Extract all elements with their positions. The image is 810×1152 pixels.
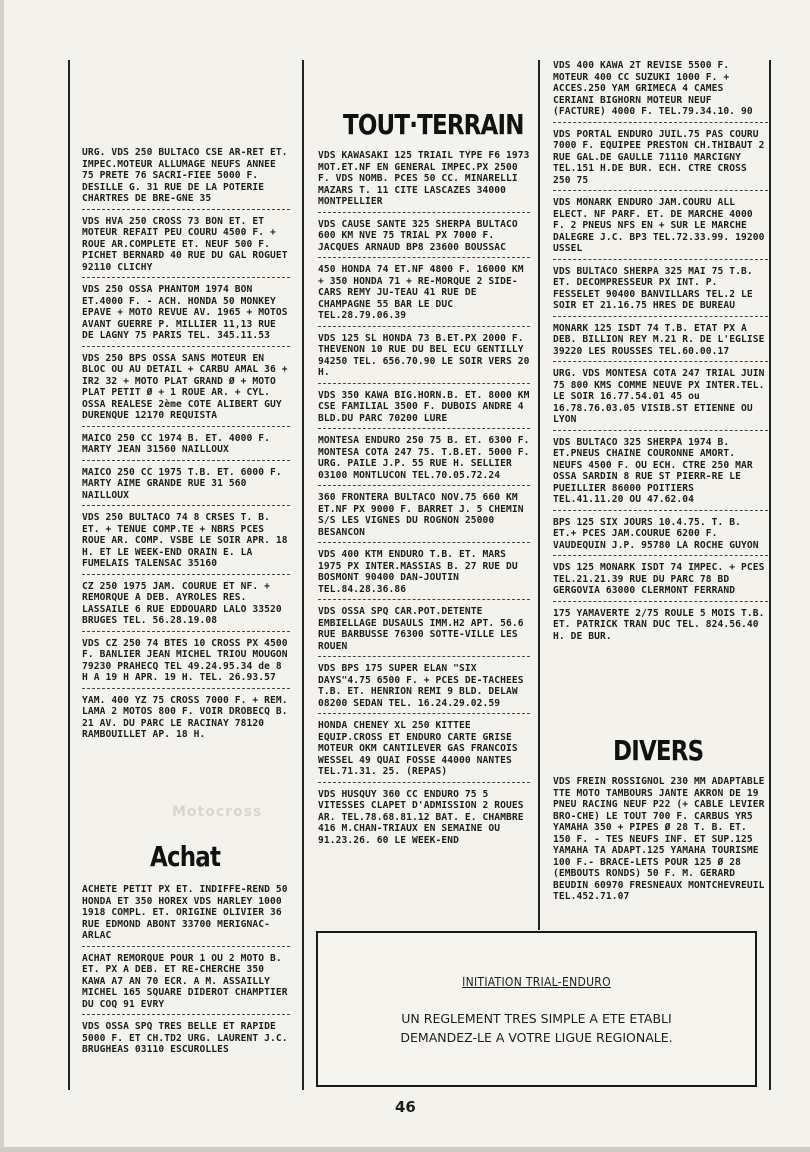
classified-ad: MONARK 125 ISDT 74 T.B. ETAT PX A DEB. BILLION REY M.21 R. DE L'EGLISE 39220 LES ROUSSES TEL.60.00.17 (553, 322, 765, 357)
classified-ad: VDS 125 MONARK ISDT 74 IMPEC. + PCES TEL.21.21.39 RUE DU PARC 78 BD GERGOVIA 63000 CLERMONT FERRAND (553, 562, 765, 596)
classified-ad: VDS CZ 250 74 BTES 10 CROSS PX 4500 F. BANLIER JEAN MICHEL TRIOU MOUGON 79230 PRAHECQ TEL 49.24.95.34 de 8 H A 19 H APR. 19 H. TEL. 26.93.57 (82, 637, 288, 683)
ad-separator (82, 1014, 290, 1015)
faded-show-through-text: Motocross (172, 804, 263, 820)
ad-separator (318, 383, 530, 384)
classified-ad: HONDA CHENEY XL 250 KITTEE EQUIP.CROSS ET ENDURO CARTE GRISE MOTEUR OKM CANTILEVER GAS FRANCOIS WESSEL 49 QUAI FOSSE 44000 NANTES TEL.71.31. 25. (REPAS) (318, 720, 518, 777)
classified-ad: VDS 400 KTM ENDURO T.B. ET. MARS 1975 PX INTER.MASSIAS B. 27 RUE DU BOSMONT 90400 DAN-JOUTIN TEL.84.28.36.86 (318, 549, 518, 595)
classified-ad: 175 YAMAVERTE 2/75 ROULE 5 MOIS T.B. ET. PATRICK TRAN DUC TEL. 824.56.40 H. DE BUR. (553, 607, 765, 642)
classified-ad: ACHAT REMORQUE POUR 1 OU 2 MOTO B. ET. PX A DEB. ET RE-CHERCHE 350 KAWA A7 AN 70 ECR. A M. ASSAILLY MICHEL 165 SQUARE DIDEROT CHAMPTIER DU COQ 91 EVRY (82, 952, 288, 1010)
ad-separator (553, 316, 768, 317)
ad-separator (318, 485, 530, 486)
classifieds-achat (82, 884, 290, 1056)
ad-separator (82, 574, 290, 575)
info-box-line: UN REGLEMENT TRES SIMPLE A ETE ETABLI (401, 1011, 672, 1026)
ad-separator (318, 599, 530, 600)
classified-ad: VDS HUSQUY 360 CC ENDURO 75 5 VITESSES CLAPET D'ADMISSION 2 ROUES AR. TEL.78.68.81.12 BAT. E. CHAMBRE 416 M.CHAN-TRIAUX EN SEMAINE OU 91.23.26. 60 LE WEEK-END (318, 788, 524, 846)
ad-separator (553, 601, 768, 602)
ad-separator (318, 713, 530, 714)
ad-separator (82, 460, 290, 461)
column-rule-left (68, 60, 70, 1090)
ad-separator (318, 326, 530, 327)
ad-separator (82, 346, 290, 347)
classified-ad: BPS 125 SIX JOURS 10.4.75. T. B. ET.+ PCES JAM.COURUE 6200 F. VAUDEQUIN J.P. 95780 LA ROCHE GUYON (553, 516, 759, 551)
classified-ad: URG. VDS MONTESA COTA 247 TRIAL JUIN 75 800 KMS COMME NEUVE PX INTER.TEL. LE SOIR 16.77.54.01 45 ou 16.78.76.03.05 VISIB.ST ETIENNE OU LYON (553, 368, 765, 425)
info-box (316, 931, 757, 1087)
classified-ad: 450 HONDA 74 ET.NF 4800 F. 16000 KM + 350 HONDA 71 + RE-MORQUE 2 SIDE-CARS REMY JU-TEAU 41 RUE DE CHAMPAGNE 55 BAR LE DUC TEL.28.79.06.39 (318, 264, 524, 321)
ad-separator (318, 542, 530, 543)
classified-ad: VDS MONARK ENDURO JAM.COURU ALL ELECT. NF PARF. ET. DE MARCHE 4000 F. 2 PNEUS NFS EN + SUR LE MARCHE DALEGRE J.C. BP3 TEL.72.33.99. 19200 USSEL (553, 197, 765, 254)
info-box-line: DEMANDEZ-LE A VOTRE LIGUE REGIONALE. (400, 1030, 673, 1045)
ad-separator (553, 122, 768, 123)
section-heading-divers: DIVERS (613, 734, 704, 767)
page-bottom-edge (0, 1147, 810, 1152)
column-rule-right (769, 60, 771, 1090)
ad-separator (553, 555, 768, 556)
classified-ad: MAICO 250 CC 1975 T.B. ET. 6000 F. MARTY AIME GRANDE RUE 31 560 NAILLOUX (82, 466, 282, 501)
ad-separator (82, 946, 290, 947)
classified-ad: VDS PORTAL ENDURO JUIL.75 PAS COURU 7000 F. EQUIPEE PRESTON CH.THIBAUT 2 RUE GAL.DE GAULLE 71110 MARCIGNY TEL.151 H.DE BUR. ECH. CTRE CROSS 250 75 (553, 128, 765, 186)
ad-separator (82, 209, 290, 210)
classified-ad: VDS 350 KAWA BIG.HORN.B. ET. 8000 KM CSE FAMILIAL 3500 F. DUBOIS ANDRE 4 BLD.DU PARC 70200 LURE (318, 389, 530, 424)
classified-ad: URG. VDS 250 BULTACO CSE AR-RET ET. IMPEC.MOTEUR ALLUMAGE NEUFS ANNEE 75 PRETE 76 SACRI-FIEE 5000 F. DESILLE G. 31 RUE DE LA POTERIE CHARTRES DE BRE-GNE 35 (82, 147, 288, 204)
ad-separator (553, 430, 768, 431)
classified-ad: VDS 250 OSSA PHANTOM 1974 BON ET.4000 F. - ACH. HONDA 50 MONKEY EPAVE + MOTO REVUE AV. 1965 + MOTOS AVANT GUERRE P. MILLIER 11,13 RUE DE LAGNY 75 PARIS TEL. 345.11.53 (82, 284, 288, 341)
classified-ad: VDS KAWASAKI 125 TRIAIL TYPE F6 1973 MOT.ET.NF EN GENERAL IMPEC.PX 2500 F. VDS NOMB. PCES 50 CC. MINARELLI MAZARS T. 11 CITE LASCAZES 34000 MONTPELLIER (318, 150, 530, 207)
column-rule-middle-right (538, 60, 540, 930)
classified-ad: VDS BULTACO 325 SHERPA 1974 B. ET.PNEUS CHAINE COURONNE AMORT. NEUFS 4500 F. OU ECH. CTRE 250 MAR OSSA SARDIN 8 RUE ST PIERR-RE LE PUEILLIER 86000 POITIERS TEL.41.11.20 OU 47.62.04 (553, 436, 753, 505)
ad-separator (318, 656, 530, 657)
classified-ad: YAM. 400 YZ 75 CROSS 7000 F. + REM. LAMA 2 MOTOS 800 F. VOIR DROBECQ B. 21 AV. DU PARC LE RACINAY 78120 RAMBOUILLET AP. 18 H. (82, 694, 288, 740)
classified-ad: VDS HVA 250 CROSS 73 BON ET. ET MOTEUR REFAIT PEU COURU 4500 F. + ROUE AR.COMPLETE ET. NEUF 500 F. PICHET BERNARD 40 RUE DU GAL ROGUET 92110 CLICHY (82, 215, 288, 273)
ad-separator (553, 259, 768, 260)
classified-ad: MONTESA ENDURO 250 75 B. ET. 6300 F. MONTESA COTA 247 75. T.B.ET. 5000 F. URG. PAILE J.P. 55 RUE H. SELLIER 03100 MONTLUCON TEL.70.05.72.24 (318, 435, 530, 481)
ad-separator (318, 782, 530, 783)
classifieds-column-2 (318, 150, 530, 846)
classifieds-divers (553, 776, 768, 903)
classified-ad: VDS 125 SL HONDA 73 B.ET.PX 2000 F. THEVENON 10 RUE DU BEL ECU GENTILLY 94250 TEL. 656.70.90 LE SOIR VERS 20 H. (318, 332, 530, 378)
classifieds-column-1 (82, 147, 290, 741)
ad-separator (553, 361, 768, 362)
section-heading-tout-terrain: TOUT·TERRAIN (343, 108, 524, 141)
ad-separator (82, 631, 290, 632)
classified-ad: VDS CAUSE SANTE 325 SHERPA BULTACO 600 KM NVE 75 TRIAL PX 7000 F. JACQUES ARNAUD BP8 23600 BOUSSAC (318, 218, 518, 253)
ad-separator (318, 212, 530, 213)
ad-separator (82, 426, 290, 427)
ad-separator (553, 510, 768, 511)
info-box-title: INITIATION TRIAL-ENDURO (462, 975, 611, 989)
page-number: 46 (395, 1098, 416, 1116)
classified-ad: VDS OSSA SPQ CAR.POT.DETENTE EMBIELLAGE DUSAULS IMM.H2 APT. 56.6 RUE BARBUSSE 76300 SOTTE-VILLE LES ROUEN (318, 606, 524, 652)
column-rule-middle-left (302, 60, 304, 1090)
classified-ad: VDS 250 BULTACO 74 8 CRSES T. B. ET. + TENUE COMP.TE + NBRS PCES ROUE AR. COMP. VSBE LE SOIR APR. 18 H. ET LE WEEK-END ORAIN E. LA FUMELAIS TALENSAC 35160 (82, 512, 288, 569)
classifieds-column-3 (553, 60, 768, 642)
classified-ad: MAICO 250 CC 1974 B. ET. 4000 F. MARTY JEAN 31560 NAILLOUX (82, 432, 271, 455)
classified-ad: CZ 250 1975 JAM. COURUE ET NF. + REMORQUE A DEB. AYROLES RES. LASSAILE 6 RUE EDDOUARD LALO 33520 BRUGES TEL. 56.28.19.08 (82, 580, 282, 626)
ad-separator (553, 190, 768, 191)
ad-separator (318, 257, 530, 258)
classified-ad: 360 FRONTERA BULTACO NOV.75 660 KM ET.NF PX 9000 F. BARRET J. 5 CHEMIN S/S LES VIGNES DU ROGNON 25000 BESANCON (318, 492, 524, 538)
ad-separator (82, 688, 290, 689)
ad-separator (82, 505, 290, 506)
classified-ad: VDS BULTACO SHERPA 325 MAI 75 T.B. ET. DECOMPRESSEUR PX INT. P. FESSELET 90400 BANVILLARS TEL.2 LE SOIR ET 21.16.75 HRES DE BUREAU (553, 265, 753, 311)
classified-ad: VDS BPS 175 SUPER ELAN "SIX DAYS"4.75 6500 F. + PCES DE-TACHEES T.B. ET. HENRION REMI 9 BLD. DELAW 08200 SEDAN TEL. 16.24.29.02.59 (318, 663, 524, 709)
classified-ad: ACHETE PETIT PX ET. INDIFFE-REND 50 HONDA ET 350 HOREX VDS HARLEY 1000 1918 COMPL. ET. ORIGINE OLIVIER 36 RUE EDMOND ABONT 33700 MERIGNAC-ARLAC (82, 884, 288, 941)
classified-ad: VDS 400 KAWA 2T REVISE 5500 F. MOTEUR 400 CC SUZUKI 1000 F. + ACCES.250 YAM GRIMECA 4 CAMES CERIANI BIGHORN MOTEUR NEUF (FACTURE) 4000 F. TEL.79.34.10. 90 (553, 60, 753, 117)
ad-separator (82, 277, 290, 278)
section-heading-achat: Achat (150, 840, 221, 873)
classified-ad: VDS FREIN ROSSIGNOL 230 MM ADAPTABLE TTE MOTO TAMBOURS JANTE AKRON DE 19 PNEU RACING NEUF P22 (+ CABLE LEVIER BRO-CHE) LE TOUT 700 F. CARBUS YR5 YAMAHA 350 + PIPES Ø 28 T. B. ET. 150 F. - TES NEUFS INF. ET SUP.125 YAMAHA TA ADAPT.125 YAMAHA TOURISME 100 F.- BRACE-LETS POUR 125 Ø 28 (EMBOUTS RONDS) 50 F. M. GERARD BEUDIN 60970 FRESNEAUX MONTCHEVREUIL TEL.452.71.07 (553, 776, 765, 902)
page-edge (0, 0, 4, 1152)
classified-ad: VDS OSSA SPQ TRES BELLE ET RAPIDE 5000 F. ET CH.TD2 URG. LAURENT J.C. BRUGHEAS 03110 ESCUROLLES (82, 1021, 288, 1055)
classified-ad: VDS 250 BPS OSSA SANS MOTEUR EN BLOC OU AU DETAIL + CARBU AMAL 36 + IR2 32 + MOTO PLAT GRAND Ø + MOTO PLAT PETIT Ø + 1 ROUE AR. + CYL. OSSA REALESE 2ème COTE ALIBERT GUY DURENQUE 12170 REQUISTA (82, 352, 288, 421)
ad-separator (318, 428, 530, 429)
